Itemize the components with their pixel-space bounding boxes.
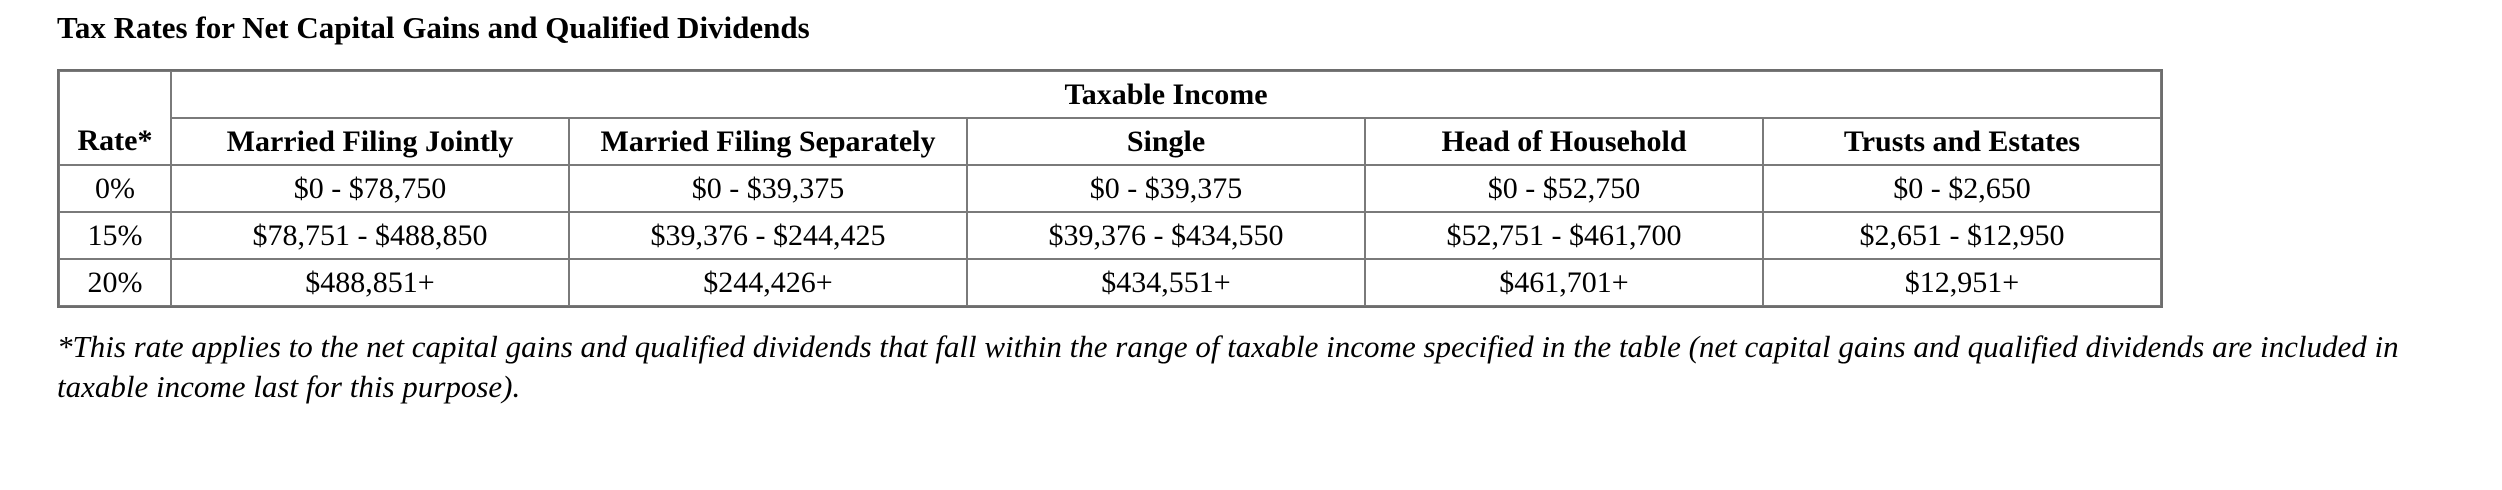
- column-header-married-filing-separately: Married Filing Separately: [569, 118, 967, 165]
- table-cell: $39,376 - $244,425: [569, 212, 967, 259]
- table-cell: $52,751 - $461,700: [1365, 212, 1763, 259]
- column-header-head-of-household: Head of Household: [1365, 118, 1763, 165]
- table-cell: $488,851+: [171, 259, 569, 306]
- header-row-group: [59, 71, 2161, 118]
- rate-cell: 20%: [59, 259, 171, 306]
- table-cell: $0 - $52,750: [1365, 165, 1763, 212]
- column-header-trusts-and-estates: Trusts and Estates: [1763, 118, 2161, 165]
- taxable-income-header: Taxable Income: [171, 71, 2161, 118]
- table-row: [59, 165, 2161, 212]
- table-cell: $78,751 - $488,850: [171, 212, 569, 259]
- table-cell: $244,426+: [569, 259, 967, 306]
- table-cell: $0 - $2,650: [1763, 165, 2161, 212]
- table-cell: $2,651 - $12,950: [1763, 212, 2161, 259]
- table-cell: $0 - $39,375: [967, 165, 1365, 212]
- table-cell: $12,951+: [1763, 259, 2161, 306]
- column-header-single: Single: [967, 118, 1365, 165]
- table-cell: $461,701+: [1365, 259, 1763, 306]
- rate-header: Rate*: [59, 71, 171, 165]
- column-header-married-filing-jointly: Married Filing Jointly: [171, 118, 569, 165]
- table-cell: $0 - $78,750: [171, 165, 569, 212]
- table-cell: $39,376 - $434,550: [967, 212, 1365, 259]
- table-cell: $434,551+: [967, 259, 1365, 306]
- rate-cell: 0%: [59, 165, 171, 212]
- table-row: [59, 259, 2161, 306]
- page-title: Tax Rates for Net Capital Gains and Qualified Dividends: [57, 10, 810, 45]
- tax-rates-table: [57, 69, 2163, 308]
- header-row-columns: [59, 118, 2161, 165]
- table-row: [59, 212, 2161, 259]
- table-cell: $0 - $39,375: [569, 165, 967, 212]
- footnote: *This rate applies to the net capital gains and qualified dividends that fall within the range of taxable income specified in the table (net capital gains and qualified dividends are included in taxable income last for this purpose).: [57, 329, 2399, 404]
- rate-cell: 15%: [59, 212, 171, 259]
